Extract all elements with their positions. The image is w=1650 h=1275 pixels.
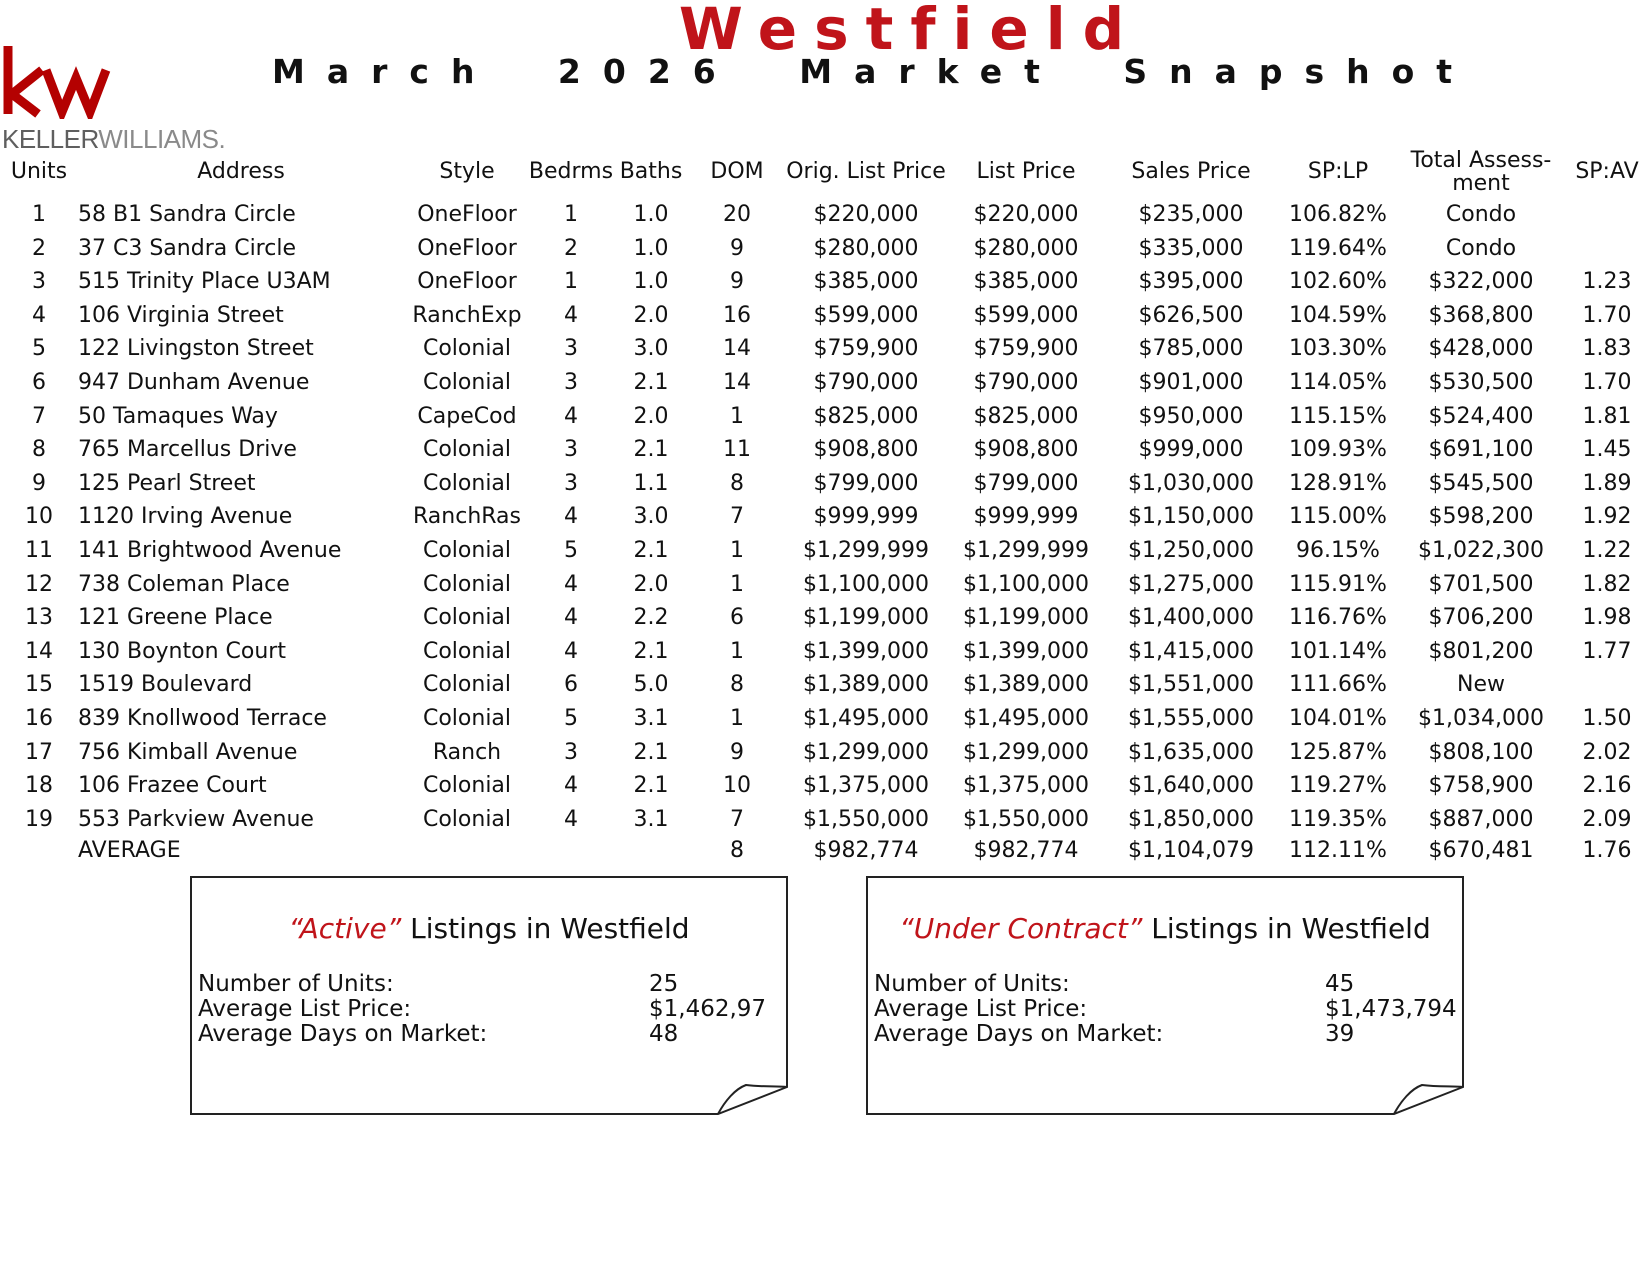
cell-style: Colonial [422,537,512,563]
cell-baths: 5.0 [633,672,669,698]
cell-bedrooms: 4 [564,605,578,631]
cell-list-price: $1,550,000 [963,806,1089,832]
table-row [0,635,1650,669]
cell-orig-list-price: $825,000 [813,403,919,429]
cell-list-price: $599,000 [973,302,1079,328]
average-sp-av: 1.76 [1582,838,1632,864]
cell-list-price: $1,375,000 [963,773,1089,799]
cell-address: 839 Knollwood Terrace [78,705,327,731]
header-sp-av: SP:AV [1575,159,1639,184]
cell-style: Colonial [422,605,512,631]
active-box-title: “Active” Listings in Westfield [288,912,690,945]
cell-units: 1 [32,202,46,227]
cell-sp-lp: 101.14% [1289,638,1387,664]
contract-units-value: 45 [1325,971,1355,997]
cell-style: OneFloor [417,269,517,295]
cell-units: 4 [32,302,46,328]
cell-orig-list-price: $1,375,000 [803,773,929,799]
cell-sp-lp: 103.30% [1289,336,1387,362]
cell-address: 553 Parkview Avenue [78,806,314,832]
table-row [0,232,1650,266]
cell-dom: 1 [730,705,744,731]
cell-sp-lp: 102.60% [1289,269,1387,295]
table-row [0,198,1650,232]
cell-dom: 14 [723,336,751,362]
contract-avg-dom-label: Average Days on Market: [874,1021,1164,1047]
page-title: Westfield [678,0,1142,63]
cell-style: Ranch [432,739,502,765]
cell-style: CapeCod [417,403,517,429]
cell-style: Colonial [422,470,512,496]
cell-baths: 2.1 [633,537,669,563]
cell-total-assessment: $691,100 [1428,437,1534,463]
cell-total-assessment: Condo [1445,235,1517,261]
cell-total-assessment: $1,034,000 [1418,705,1544,731]
cell-style: Colonial [422,437,512,463]
cell-total-assessment: $598,200 [1428,504,1534,530]
cell-list-price: $799,000 [973,470,1079,496]
header-baths: Baths [619,159,683,184]
header-orig-list-price: Orig. List Price [786,159,946,184]
header-dom: DOM [710,159,764,184]
cell-baths: 2.1 [633,739,669,765]
cell-units: 17 [25,739,53,765]
cell-address: 1120 Irving Avenue [78,504,293,530]
cell-total-assessment: $368,800 [1428,302,1534,328]
cell-sp-lp: 119.35% [1289,806,1387,832]
cell-style: RanchRas [412,504,522,530]
cell-list-price: $220,000 [973,202,1079,227]
cell-units: 10 [25,504,53,530]
cell-list-price: $1,199,000 [963,605,1089,631]
cell-address: 756 Kimball Avenue [78,739,298,765]
cell-total-assessment: $524,400 [1428,403,1534,429]
average-sp-lp: 112.11% [1289,838,1387,864]
cell-sales-price: $999,000 [1138,437,1244,463]
cell-sales-price: $1,415,000 [1128,638,1254,664]
cell-dom: 11 [723,437,751,463]
cell-sp-av: 2.16 [1582,773,1632,799]
cell-address: 515 Trinity Place U3AM [78,269,331,295]
cell-units: 8 [32,437,46,463]
cell-address: 121 Greene Place [78,605,273,631]
cell-sp-lp: 119.27% [1289,773,1387,799]
cell-bedrooms: 5 [564,537,578,563]
table-body [0,198,1650,836]
cell-list-price: $385,000 [973,269,1079,295]
cell-style: Colonial [422,672,512,698]
cell-style: Colonial [422,705,512,731]
table-row [0,332,1650,366]
active-listings-box [190,876,788,1116]
header-list-price: List Price [976,159,1076,184]
cell-sp-av: 1.50 [1582,705,1632,731]
cell-bedrooms: 4 [564,302,578,328]
cell-bedrooms: 1 [564,202,578,227]
cell-dom: 8 [730,470,744,496]
cell-style: Colonial [422,806,512,832]
cell-list-price: $280,000 [973,235,1079,261]
cell-baths: 1.0 [633,269,669,295]
cell-style: Colonial [422,638,512,664]
cell-sp-lp: 96.15% [1296,537,1380,563]
cell-units: 18 [25,773,53,799]
cell-total-assessment: $801,200 [1428,638,1534,664]
cell-sp-lp: 106.82% [1289,202,1387,227]
page-subtitle: March 2026 Market Snapshot [272,52,1475,91]
cell-sales-price: $1,030,000 [1128,470,1254,496]
cell-list-price: $1,100,000 [963,571,1089,597]
cell-list-price: $1,399,000 [963,638,1089,664]
cell-bedrooms: 5 [564,705,578,731]
cell-units: 15 [25,672,53,698]
cell-sales-price: $335,000 [1138,235,1244,261]
cell-bedrooms: 4 [564,571,578,597]
cell-bedrooms: 4 [564,773,578,799]
cell-units: 2 [32,235,46,261]
cell-sp-av: 1.23 [1582,269,1632,295]
cell-sp-lp: 114.05% [1289,369,1387,395]
header-total-assessment: Total Assess- ment [1410,148,1552,196]
cell-list-price: $1,299,999 [963,537,1089,563]
cell-total-assessment: $701,500 [1428,571,1534,597]
active-avg-dom-value: 48 [649,1021,679,1047]
cell-address: 58 B1 Sandra Circle [78,202,296,227]
cell-bedrooms: 3 [564,369,578,395]
cell-style: Colonial [422,571,512,597]
cell-sales-price: $1,551,000 [1128,672,1254,698]
cell-sp-lp: 115.15% [1289,403,1387,429]
table-row [0,299,1650,333]
table-row [0,500,1650,534]
cell-orig-list-price: $759,900 [813,336,919,362]
cell-sales-price: $1,555,000 [1128,705,1254,731]
cell-bedrooms: 2 [564,235,578,261]
average-orig-list-price: $982,774 [813,838,919,864]
cell-sp-av: 1.70 [1582,302,1632,328]
cell-baths: 3.1 [633,806,669,832]
cell-address: 106 Virginia Street [78,302,284,328]
cell-sales-price: $1,150,000 [1128,504,1254,530]
cell-dom: 1 [730,571,744,597]
contract-avg-price-value: $1,473,794 [1325,996,1457,1022]
cell-sp-lp: 109.93% [1289,437,1387,463]
cell-sp-av: 1.89 [1582,470,1632,496]
cell-baths: 2.1 [633,773,669,799]
cell-list-price: $825,000 [973,403,1079,429]
cell-bedrooms: 3 [564,470,578,496]
active-avg-price-label: Average List Price: [198,996,412,1022]
cell-address: 738 Coleman Place [78,571,290,597]
cell-sp-av: 1.98 [1582,605,1632,631]
cell-baths: 1.1 [633,470,669,496]
cell-units: 16 [25,705,53,731]
cell-sp-av: 1.92 [1582,504,1632,530]
cell-dom: 6 [730,605,744,631]
cell-orig-list-price: $1,100,000 [803,571,929,597]
cell-bedrooms: 3 [564,336,578,362]
table-row [0,668,1650,702]
average-total-assessment: $670,481 [1428,838,1534,864]
cell-dom: 7 [730,806,744,832]
cell-orig-list-price: $385,000 [813,269,919,295]
cell-orig-list-price: $1,199,000 [803,605,929,631]
cell-style: Colonial [422,336,512,362]
table-row [0,366,1650,400]
cell-orig-list-price: $1,550,000 [803,806,929,832]
under-contract-listings-box [866,876,1464,1116]
average-dom: 8 [730,838,744,864]
cell-sp-av: 1.81 [1582,403,1632,429]
cell-dom: 1 [730,537,744,563]
cell-style: Colonial [422,369,512,395]
cell-units: 6 [32,369,46,395]
cell-sales-price: $950,000 [1138,403,1244,429]
cell-sp-lp: 104.01% [1289,705,1387,731]
cell-units: 11 [25,537,53,563]
header-sales-price: Sales Price [1131,159,1251,184]
cell-bedrooms: 3 [564,739,578,765]
cell-orig-list-price: $1,389,000 [803,672,929,698]
cell-units: 3 [32,269,46,295]
cell-address: 125 Pearl Street [78,470,256,496]
cell-baths: 3.0 [633,504,669,530]
cell-list-price: $790,000 [973,369,1079,395]
cell-total-assessment: $808,100 [1428,739,1534,765]
contract-avg-dom-value: 39 [1325,1021,1355,1047]
cell-dom: 16 [723,302,751,328]
average-sales-price: $1,104,079 [1128,838,1254,864]
cell-orig-list-price: $280,000 [813,235,919,261]
header-units: Units [10,159,68,184]
brand-name: KELLERWILLIAMS. [2,124,226,154]
cell-units: 14 [25,638,53,664]
header-sp-lp: SP:LP [1307,159,1369,184]
table-row [0,601,1650,635]
cell-orig-list-price: $1,399,000 [803,638,929,664]
cell-address: 1519 Boulevard [78,672,253,698]
active-avg-dom-label: Average Days on Market: [198,1021,488,1047]
cell-sp-av: 1.70 [1582,369,1632,395]
cell-orig-list-price: $999,999 [813,504,919,530]
cell-sales-price: $1,275,000 [1128,571,1254,597]
cell-orig-list-price: $790,000 [813,369,919,395]
cell-bedrooms: 4 [564,638,578,664]
cell-list-price: $1,389,000 [963,672,1089,698]
cell-dom: 7 [730,504,744,530]
table-row [0,702,1650,736]
cell-style: OneFloor [417,202,517,227]
cell-total-assessment: $1,022,300 [1418,537,1544,563]
cell-address: 765 Marcellus Drive [78,437,297,463]
cell-sp-lp: 115.00% [1289,504,1387,530]
cell-list-price: $759,900 [973,336,1079,362]
cell-list-price: $908,800 [973,437,1079,463]
cell-total-assessment: New [1457,672,1505,698]
cell-dom: 9 [730,739,744,765]
cell-total-assessment: $322,000 [1428,269,1534,295]
cell-baths: 2.1 [633,369,669,395]
cell-units: 13 [25,605,53,631]
cell-address: 141 Brightwood Avenue [78,537,342,563]
cell-bedrooms: 4 [564,504,578,530]
cell-baths: 2.2 [633,605,669,631]
cell-dom: 10 [723,773,751,799]
cell-total-assessment: $758,900 [1428,773,1534,799]
cell-baths: 2.1 [633,638,669,664]
average-row [0,836,1650,870]
table-row [0,769,1650,803]
cell-sales-price: $235,000 [1138,202,1244,227]
cell-sales-price: $395,000 [1138,269,1244,295]
cell-style: RanchExp [412,302,522,328]
cell-sp-lp: 115.91% [1289,571,1387,597]
cell-sp-lp: 128.91% [1289,470,1387,496]
cell-address: 37 C3 Sandra Circle [78,235,296,261]
cell-units: 7 [32,403,46,429]
cell-units: 5 [32,336,46,362]
cell-dom: 9 [730,235,744,261]
keller-williams-logo [2,44,232,156]
cell-orig-list-price: $1,299,000 [803,739,929,765]
header-style: Style [439,159,495,184]
cell-baths: 3.1 [633,705,669,731]
table-row [0,265,1650,299]
table-row [0,534,1650,568]
cell-total-assessment: $530,500 [1428,369,1534,395]
cell-units: 12 [25,571,53,597]
cell-list-price: $1,495,000 [963,705,1089,731]
cell-sp-av: 1.77 [1582,638,1632,664]
average-label: AVERAGE [78,838,181,864]
cell-dom: 20 [723,202,751,227]
cell-sp-av: 2.02 [1582,739,1632,765]
active-units-label: Number of Units: [198,971,394,997]
cell-sales-price: $1,400,000 [1128,605,1254,631]
cell-sales-price: $1,250,000 [1128,537,1254,563]
cell-sp-av: 2.09 [1582,806,1632,832]
table-header-row [0,146,1650,198]
cell-sales-price: $626,500 [1138,302,1244,328]
cell-sales-price: $1,850,000 [1128,806,1254,832]
cell-baths: 1.0 [633,202,669,227]
cell-units: 9 [32,470,46,496]
table-row [0,736,1650,770]
cell-bedrooms: 4 [564,806,578,832]
cell-orig-list-price: $599,000 [813,302,919,328]
average-list-price: $982,774 [973,838,1079,864]
table-row [0,433,1650,467]
cell-address: 50 Tamaques Way [78,403,278,429]
cell-total-assessment: $545,500 [1428,470,1534,496]
cell-dom: 9 [730,269,744,295]
cell-sp-av: 1.82 [1582,571,1632,597]
cell-list-price: $999,999 [973,504,1079,530]
cell-baths: 2.0 [633,571,669,597]
cell-baths: 2.0 [633,403,669,429]
contract-box-title: “Under Contract” Listings in Westfield [899,912,1431,945]
cell-total-assessment: Condo [1445,202,1517,227]
cell-orig-list-price: $220,000 [813,202,919,227]
cell-baths: 1.0 [633,235,669,261]
cell-total-assessment: $706,200 [1428,605,1534,631]
cell-sp-lp: 111.66% [1289,672,1387,698]
table-row [0,803,1650,837]
cell-address: 122 Livingston Street [78,336,314,362]
table-row [0,400,1650,434]
sales-table [0,146,1650,870]
table-row [0,467,1650,501]
cell-baths: 2.1 [633,437,669,463]
cell-style: OneFloor [417,235,517,261]
cell-units: 19 [25,806,53,832]
cell-sales-price: $901,000 [1138,369,1244,395]
cell-orig-list-price: $1,495,000 [803,705,929,731]
cell-baths: 2.0 [633,302,669,328]
cell-bedrooms: 6 [564,672,578,698]
cell-dom: 1 [730,403,744,429]
cell-orig-list-price: $1,299,999 [803,537,929,563]
cell-sales-price: $1,640,000 [1128,773,1254,799]
cell-sp-av: 1.22 [1582,537,1632,563]
header-address: Address [197,159,285,184]
cell-bedrooms: 1 [564,269,578,295]
active-avg-price-value: $1,462,97 [649,996,767,1022]
cell-bedrooms: 4 [564,403,578,429]
cell-address: 947 Dunham Avenue [78,369,310,395]
cell-total-assessment: $428,000 [1428,336,1534,362]
cell-total-assessment: $887,000 [1428,806,1534,832]
cell-address: 106 Frazee Court [78,773,267,799]
cell-dom: 1 [730,638,744,664]
cell-sales-price: $1,635,000 [1128,739,1254,765]
cell-list-price: $1,299,000 [963,739,1089,765]
contract-units-label: Number of Units: [874,971,1070,997]
cell-orig-list-price: $799,000 [813,470,919,496]
active-units-value: 25 [649,971,679,997]
cell-baths: 3.0 [633,336,669,362]
header-bedrooms: Bedrms [528,159,614,184]
cell-orig-list-price: $908,800 [813,437,919,463]
cell-sp-lp: 104.59% [1289,302,1387,328]
cell-dom: 8 [730,672,744,698]
cell-dom: 14 [723,369,751,395]
cell-sp-lp: 116.76% [1289,605,1387,631]
cell-sp-lp: 125.87% [1289,739,1387,765]
cell-sp-av: 1.83 [1582,336,1632,362]
cell-bedrooms: 3 [564,437,578,463]
table-row [0,568,1650,602]
cell-sales-price: $785,000 [1138,336,1244,362]
cell-sp-lp: 119.64% [1289,235,1387,261]
cell-style: Colonial [422,773,512,799]
contract-avg-price-label: Average List Price: [874,996,1088,1022]
cell-address: 130 Boynton Court [78,638,286,664]
cell-sp-av: 1.45 [1582,437,1632,463]
